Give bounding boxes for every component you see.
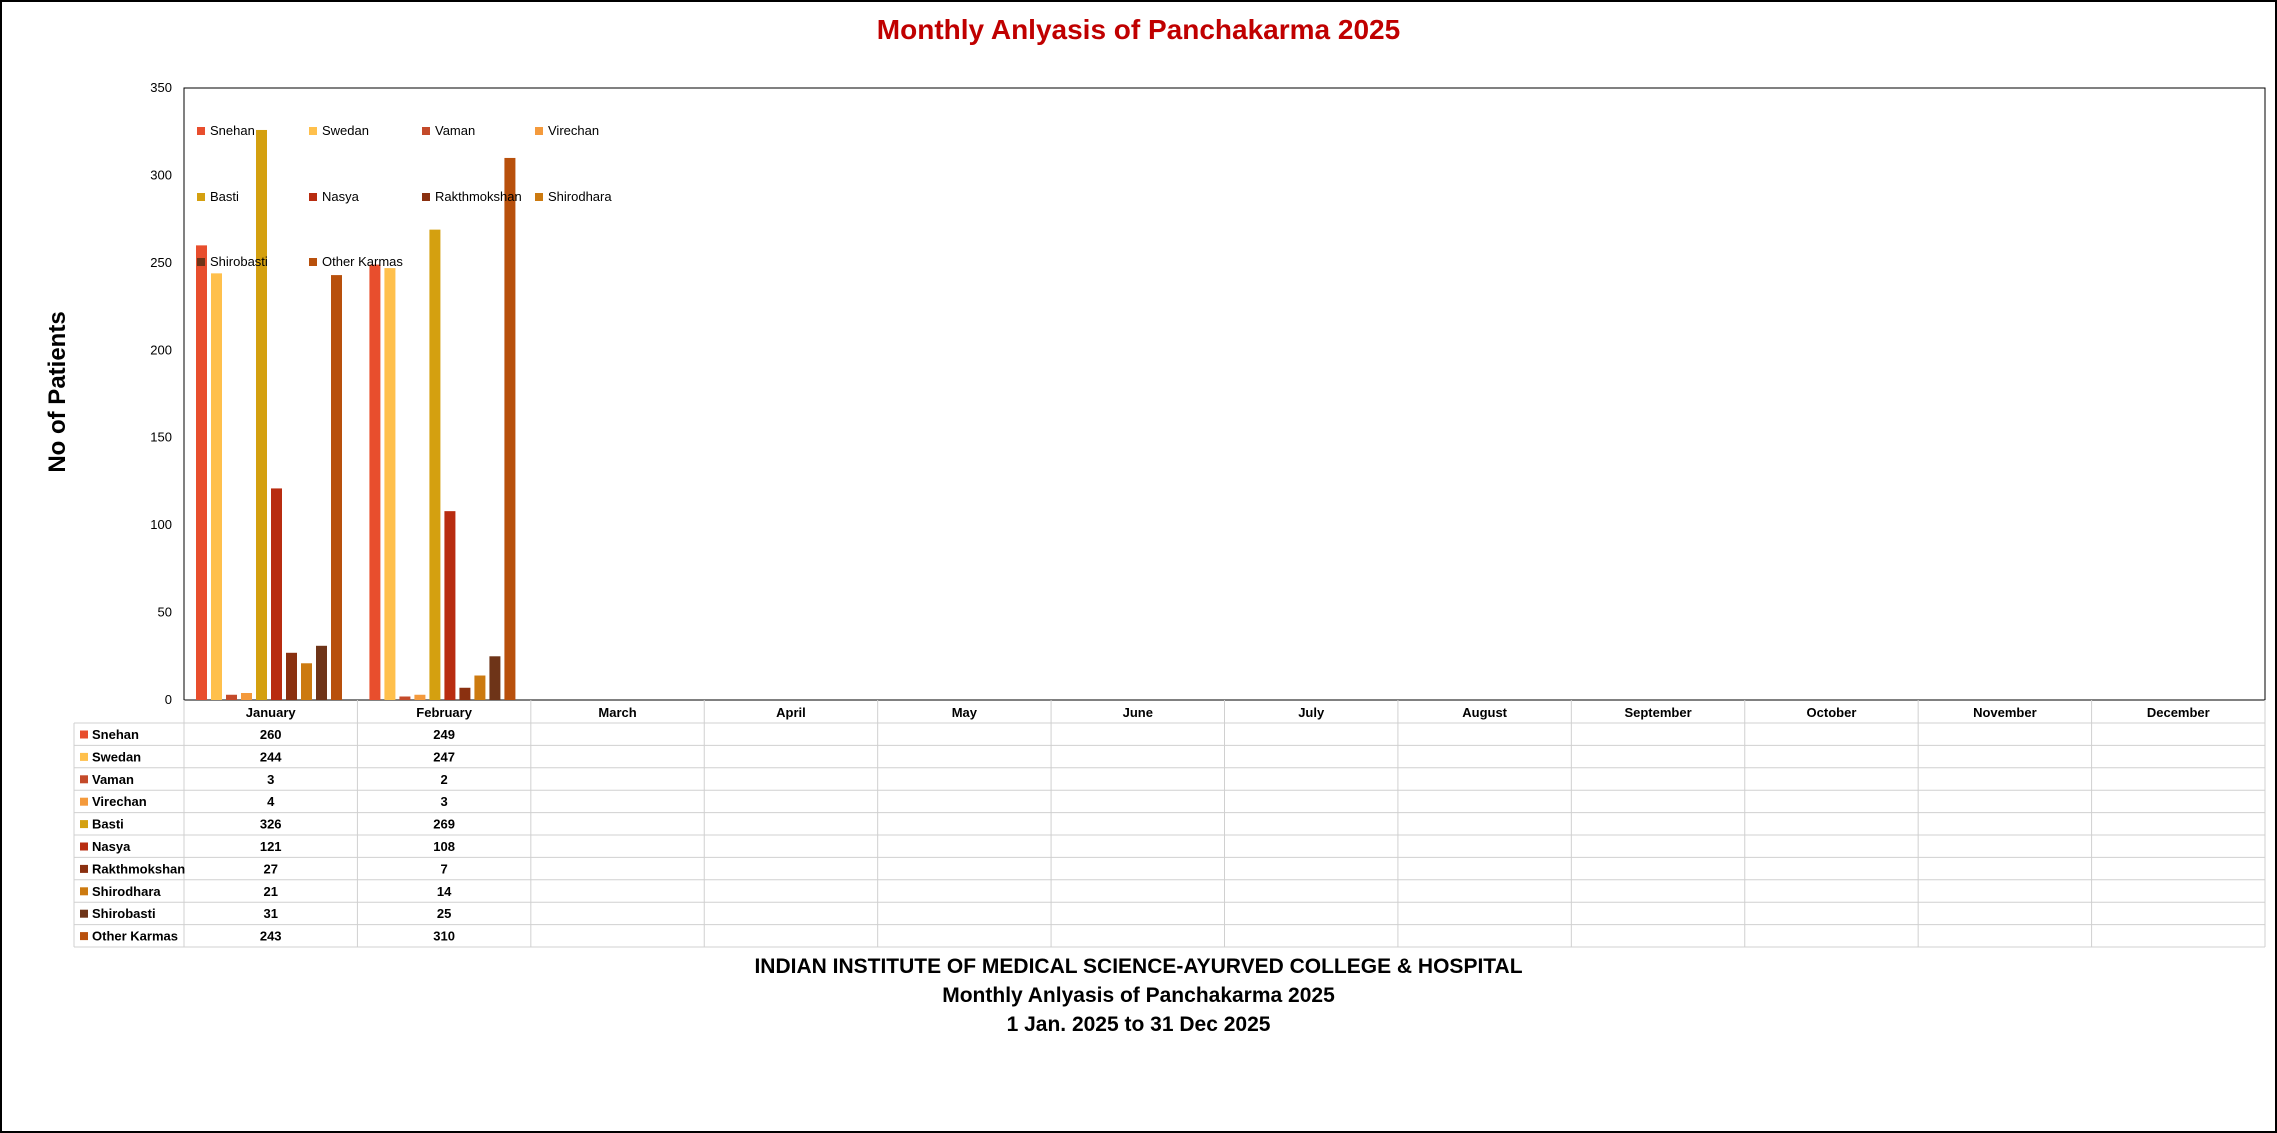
table-value: 4 <box>267 794 275 810</box>
bar-basti <box>256 130 267 700</box>
table-series-label: Snehan <box>92 727 139 742</box>
table-value: 25 <box>436 906 452 922</box>
table-series-label: Vaman <box>92 771 134 787</box>
category-label: August <box>1462 705 1508 720</box>
bar-virechan <box>414 695 425 700</box>
table-value: 108 <box>433 839 455 854</box>
legend-entry: Nasya <box>322 189 359 204</box>
category-label: January <box>245 705 296 720</box>
bar-other-karmas <box>331 275 342 700</box>
institute-name: INDIAN INSTITUTE OF MEDICAL SCIENCE-AYURVED COLLEGE & HOSPITAL <box>754 955 1523 978</box>
category-label: May <box>951 705 978 720</box>
bar-nasya <box>271 488 282 700</box>
legend-swatch <box>422 193 430 201</box>
table-series-label: Rakthmokshan <box>92 861 186 877</box>
table-legend-key <box>80 731 88 739</box>
table-value: 7 <box>440 861 448 877</box>
chart-title: Monthly Anlyasis of Panchakarma 2025 <box>876 14 1401 45</box>
table-value: 31 <box>263 906 278 922</box>
table-series-label: Shirodhara <box>92 883 161 899</box>
bar-snehan <box>369 265 380 700</box>
legend-entry: Shirodhara <box>548 189 612 204</box>
table-value: 27 <box>263 861 278 877</box>
bar-snehan <box>196 245 207 700</box>
table-legend-key <box>80 820 88 828</box>
bar-shirodhara <box>301 663 312 700</box>
table-value: 310 <box>433 928 455 944</box>
legend-swatch <box>197 127 205 135</box>
table-legend-key <box>80 865 88 873</box>
table-series-label: Swedan <box>92 749 142 765</box>
legend-entry: Virechan <box>548 123 600 138</box>
bar-rakthmokshan <box>459 688 470 700</box>
legend-swatch <box>309 258 317 266</box>
category-label: July <box>1298 705 1325 720</box>
category-label: October <box>1806 705 1857 720</box>
y-tick-label: 0 <box>164 692 172 707</box>
legend-entry: Basti <box>210 189 239 204</box>
category-label: April <box>776 705 806 720</box>
table-series-label: Shirobasti <box>92 906 156 922</box>
y-tick-label: 150 <box>150 429 172 445</box>
plot-area <box>184 88 2265 700</box>
bar-vaman <box>399 697 410 700</box>
legend-swatch <box>309 193 317 201</box>
table-series-label: Nasya <box>92 839 131 854</box>
bar-basti <box>429 230 440 700</box>
category-label: September <box>1624 705 1692 720</box>
bar-swedan <box>211 273 222 700</box>
category-label: December <box>2146 705 2210 720</box>
y-tick-label: 50 <box>157 604 172 620</box>
table-series-label: Other Karmas <box>92 928 178 944</box>
legend-swatch <box>309 127 317 135</box>
bar-shirodhara <box>474 676 485 700</box>
legend-entry: Shirobasti <box>210 254 268 269</box>
table-value: 14 <box>436 883 452 899</box>
table-legend-key <box>80 753 88 761</box>
table-legend-key <box>80 887 88 895</box>
table-value: 3 <box>440 794 448 810</box>
bar-nasya <box>444 511 455 700</box>
table-value: 260 <box>259 727 282 742</box>
category-label: November <box>1973 705 2037 720</box>
legend-entry: Snehan <box>210 123 255 138</box>
legend-entry: Rakthmokshan <box>435 189 522 204</box>
table-value: 247 <box>433 749 455 765</box>
report-period: 1 Jan. 2025 to 31 Dec 2025 <box>1006 1013 1271 1036</box>
bar-virechan <box>241 693 252 700</box>
table-value: 121 <box>259 839 282 854</box>
legend-entry: Swedan <box>322 123 369 138</box>
report-title: Monthly Anlyasis of Panchakarma 2025 <box>942 984 1335 1007</box>
table-value: 269 <box>433 816 455 832</box>
legend-swatch <box>535 193 543 201</box>
category-label: March <box>598 705 637 720</box>
legend-entry: Other Karmas <box>322 254 403 269</box>
table-legend-key <box>80 932 88 940</box>
y-tick-label: 350 <box>150 80 172 95</box>
bar-swedan <box>384 268 395 700</box>
table-legend-key <box>80 843 88 851</box>
report-footer <box>2 952 2275 1039</box>
table-value: 21 <box>263 883 278 899</box>
table-value: 243 <box>259 928 282 944</box>
bar-other-karmas <box>504 158 515 700</box>
table-value: 3 <box>267 771 275 787</box>
table-legend-key <box>80 798 88 806</box>
legend-swatch <box>197 193 205 201</box>
category-label: February <box>416 705 472 720</box>
legend-swatch <box>535 127 543 135</box>
bar-rakthmokshan <box>286 653 297 700</box>
table-value: 249 <box>433 727 455 742</box>
legend-entry: Vaman <box>435 123 476 138</box>
bar-vaman <box>226 695 237 700</box>
y-tick-label: 300 <box>150 167 172 183</box>
y-tick-label: 200 <box>150 342 172 358</box>
table-value: 326 <box>259 816 282 832</box>
y-axis-label: No of Patients <box>44 311 71 473</box>
table-legend-key <box>80 910 88 918</box>
table-series-label: Basti <box>92 816 124 832</box>
table-value: 2 <box>440 771 448 787</box>
table-series-label: Virechan <box>92 794 147 810</box>
table-value: 244 <box>259 749 282 765</box>
legend-swatch <box>422 127 430 135</box>
bar-shirobasti <box>316 646 327 700</box>
category-label: June <box>1122 705 1153 720</box>
y-tick-label: 100 <box>150 517 172 533</box>
table-legend-key <box>80 775 88 783</box>
legend-swatch <box>197 258 205 266</box>
y-tick-label: 250 <box>150 254 172 270</box>
bar-shirobasti <box>489 656 500 700</box>
